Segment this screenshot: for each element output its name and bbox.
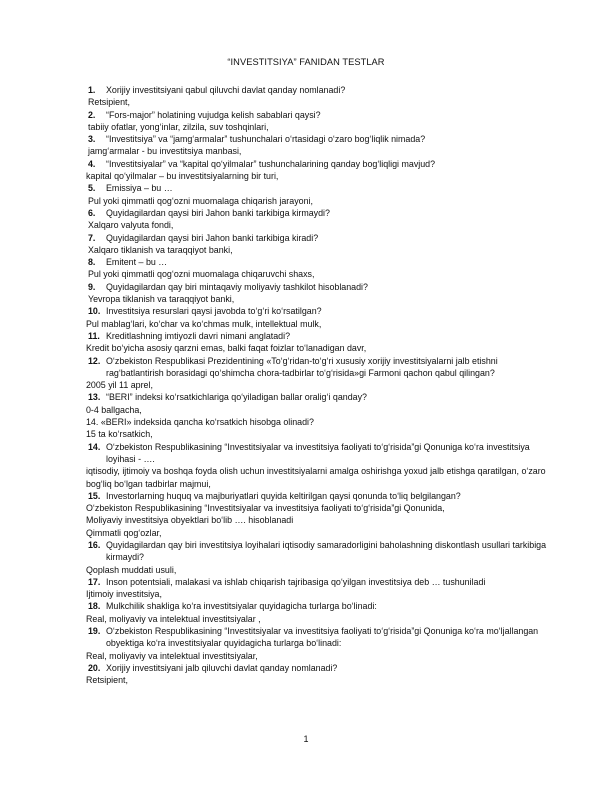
- question-number: 15.: [88, 490, 101, 501]
- question-15: [86, 490, 556, 502]
- question-text: Inson potentsiali, malakasi va ishlab chiqarish tajribasiga qo‘yilgan investitsiya deb … tushuniladi: [106, 576, 486, 587]
- question-9: [86, 281, 556, 293]
- question-number: 14.: [88, 441, 101, 452]
- question-3: [86, 133, 556, 145]
- question-18: [86, 600, 556, 612]
- question-number: 17.: [88, 576, 101, 587]
- question-unnumbered: Moliyaviy investitsiya obyektlari bo‘lib …. hisoblanadi: [86, 515, 294, 526]
- question-2: [86, 109, 556, 121]
- question-number: 14.: [86, 417, 99, 428]
- question-number: 19.: [88, 626, 101, 637]
- question-16: [86, 539, 556, 564]
- answer-4: kapital qo‘yilmalar – bu investitsiyalarning bir turi,: [86, 171, 279, 182]
- question-text: O‘zbekiston Respublikasining “Investitsiyalar va investitsiya faoliyati to‘g‘risida”gi Qonuniga ko‘ra mo‘ljallangan obyektiga ko‘ra investitsiyalar quyidagicha turlarga bo‘linadi:: [106, 626, 539, 649]
- answer-6: Xalqaro valyuta fondi,: [88, 220, 174, 231]
- question-text: Quyidagilardan qay biri mintaqaviy moliyaviy tashkilot hisoblanadi?: [106, 281, 368, 292]
- question-text: Investitsiya resurslari qaysi javobda to‘g‘ri ko‘rsatilgan?: [106, 306, 322, 317]
- question-number: 20.: [88, 662, 101, 673]
- answer-13: 0-4 ballgacha,: [86, 404, 142, 415]
- answer-3: jamg‘armalar - bu investitsiya manbasi,: [88, 146, 242, 157]
- question-14b: [86, 441, 556, 466]
- question-number: 18.: [88, 601, 101, 612]
- question-text: “Investitsiyalar” va “kapital qo‘yilmalar” tushunchalarining qanday bog‘liqligi mavjud?: [106, 158, 436, 169]
- question-text: O‘zbekiston Respublikasining “Investitsiyalar va investitsiya faoliyati to‘g‘risida”gi Qonuniga ko‘ra investitsiya loyihasi - ….: [106, 441, 530, 464]
- question-number: 10.: [88, 306, 101, 317]
- question-number: 7.: [88, 232, 96, 243]
- answer-17: Ijtimoiy investitsiya,: [86, 589, 162, 600]
- question-text: Quyidagilardan qay biri investitsiya loyihalari iqtisodiy samaradorligini baholashning diskontlash usullari tarkibiga kirmaydi?: [106, 539, 547, 563]
- question-text: Xorijiy investitsiyani jalb qiluvchi davlat qanday nomlanadi?: [106, 662, 338, 673]
- question-7: [86, 232, 556, 244]
- question-14a: [86, 416, 556, 428]
- question-10: [86, 305, 556, 317]
- answer-19: Real, moliyaviy va intelektual investitsiyalar,: [86, 650, 258, 661]
- answer-1: Retsipient,: [88, 97, 130, 108]
- question-number: 2.: [88, 109, 96, 120]
- question-number: 12.: [88, 355, 101, 366]
- question-list: [86, 84, 556, 687]
- page-number: 1: [303, 734, 309, 744]
- answer-20: Retsipient,: [86, 675, 128, 686]
- question-text: Mulkchilik shakliga ko‘ra investitsiyalar quyidagicha turlarga bo‘linadi:: [106, 601, 377, 612]
- answer-14a: 15 ta ko‘rsatkich,: [86, 429, 153, 440]
- answer-2: tabiiy ofatlar, yong‘inlar, zilzila, suv toshqinlari,: [88, 121, 269, 132]
- question-text: “Fors-major” holatining vujudga kelish sabablari qaysi?: [106, 109, 321, 120]
- question-5: [86, 182, 556, 194]
- question-text: “BERI” indeksi ko‘rsatkichlariga qo‘yiladigan ballar oralig‘i qanday?: [106, 392, 367, 403]
- question-number: 1.: [88, 85, 96, 95]
- question-4: [86, 158, 556, 170]
- answer-10: Pul mablag‘lari, ko‘char va ko‘chmas mulk, intellektual mulk,: [86, 318, 322, 329]
- question-number: 16.: [88, 539, 101, 550]
- question-11: [86, 330, 556, 342]
- question-text: Emitent – bu …: [106, 257, 168, 268]
- question-number: 9.: [88, 281, 96, 292]
- answer-12: 2005 yil 11 aprel,: [86, 380, 153, 391]
- question-text: Quyidagilardan qaysi biri Jahon banki tarkibiga kirmaydi?: [106, 207, 330, 218]
- answer-11: Kredit bo‘yicha asosiy qarzni emas, balki faqat foizlar to‘lanadigan davr,: [86, 343, 367, 354]
- question-8: [86, 256, 556, 268]
- question-text: «BERI» indeksida qancha ko‘rsatkich hisobga olinadi?: [100, 417, 314, 428]
- question-number: 6.: [88, 207, 96, 218]
- answer-unnumbered: Qimmatli qog‘ozlar,: [86, 527, 162, 538]
- answer-16: Qoplash muddati usuli,: [86, 564, 177, 575]
- answer-15: O‘zbekiston Respublikasining “Investitsiyalar va investitsiya faoliyati to‘g‘risida”gi Qonunida,: [86, 503, 445, 514]
- answer-14b: iqtisodiy, ijtimoiy va boshqa foyda olish uchun investitsiyalarni amalga oshirishga yoxud jalb etishga qaratilgan, o‘zaro bog‘liq bo‘lgan tadbirlar majmui,: [86, 466, 546, 489]
- question-12: [86, 355, 556, 380]
- question-1: [86, 84, 556, 96]
- question-text: O‘zbekiston Respublikasi Prezidentining «To‘g‘ridan-to‘g‘ri xususiy xorijiy investitsiyalarni jalb etishni rag‘batlantirish borasidagi qo‘shimcha chora-tadbirlar to‘g‘risida»gi Farmoni qachon qabul qilingan?: [106, 355, 498, 378]
- question-text: Emissiya – bu …: [106, 183, 173, 194]
- question-number: 4.: [88, 158, 96, 169]
- question-text: Xorijiy investitsiyani qabul qiluvchi davlat qanday nomlanadi?: [106, 85, 346, 95]
- question-20: [86, 662, 556, 674]
- question-number: 11.: [88, 330, 100, 341]
- question-text: “Investitsiya” va “jamg‘armalar” tushunchalari o‘rtasidagi o‘zaro bog‘liqlik nimada?: [106, 134, 426, 145]
- question-19: [86, 625, 556, 650]
- question-number: 13.: [88, 392, 101, 403]
- document-title: “INVESTITSIYA” FANIDAN TESTLAR: [227, 57, 385, 67]
- question-number: 3.: [88, 134, 96, 145]
- question-number: 8.: [88, 257, 96, 268]
- question-17: [86, 576, 556, 588]
- answer-18: Real, moliyaviy va intelektual investitsiyalar ,: [86, 613, 261, 624]
- question-13: [86, 391, 556, 403]
- answer-7: Xalqaro tiklanish va taraqqiyot banki,: [88, 244, 233, 255]
- question-6: [86, 207, 556, 219]
- question-text: Kreditlashning imtiyozli davri nimani anglatadi?: [106, 330, 291, 341]
- question-number: 5.: [88, 183, 96, 194]
- question-text: Investorlarning huquq va majburiyatlari quyida keltirilgan qaysi qonunda to‘liq belgilangan?: [106, 490, 461, 501]
- answer-8: Pul yoki qimmatli qog‘ozni muomalaga chiqaruvchi shaxs,: [88, 269, 315, 280]
- question-text: Quyidagilardan qaysi biri Jahon banki tarkibiga kiradi?: [106, 232, 319, 243]
- answer-9: Yevropa tiklanish va taraqqiyot banki,: [88, 294, 235, 305]
- answer-5: Pul yoki qimmatli qog‘ozni muomalaga chiqarish jarayoni,: [88, 195, 313, 206]
